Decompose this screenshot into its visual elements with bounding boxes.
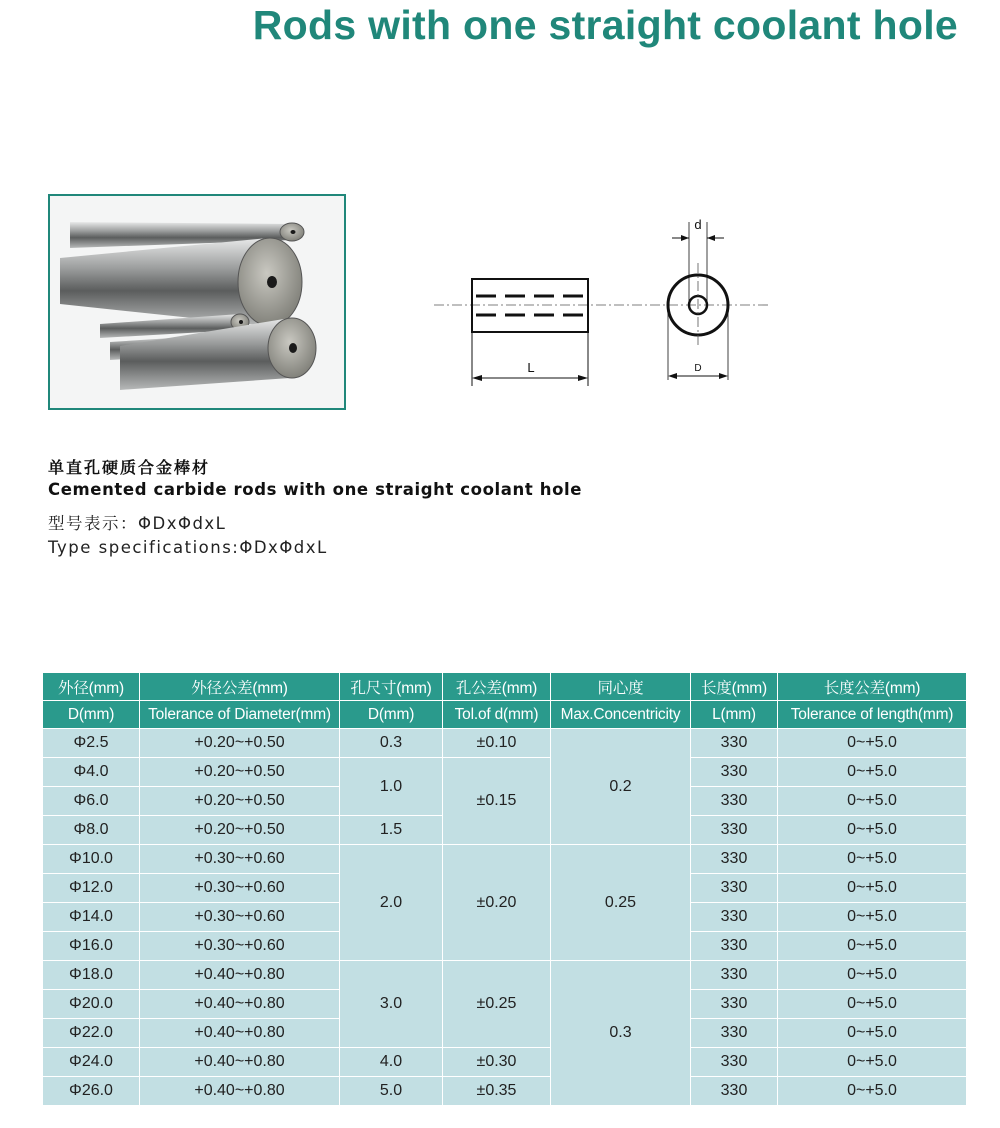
header-length-tolerance-cn: 长度公差(mm) (778, 673, 967, 701)
table-row (43, 729, 967, 758)
length-cell: 330 (691, 990, 778, 1019)
header-length-en: L(mm) (691, 701, 778, 729)
hole-size-cell: 1.5 (340, 816, 443, 845)
outer-diameter-cell: Φ6.0 (43, 787, 140, 816)
header-diameter-tolerance-cn: 外径公差(mm) (140, 673, 340, 701)
outer-diameter-cell: Φ8.0 (43, 816, 140, 845)
diameter-tolerance-cell: +0.30~+0.60 (140, 874, 340, 903)
diameter-tolerance-cell: +0.30~+0.60 (140, 845, 340, 874)
table-row (43, 1048, 967, 1077)
product-name-en: Cemented carbide rods with one straight coolant hole (48, 480, 583, 499)
length-tolerance-cell: 0~+5.0 (778, 816, 967, 845)
concentricity-cell: 0.3 (551, 961, 691, 1106)
length-tolerance-cell: 0~+5.0 (778, 903, 967, 932)
length-cell: 330 (691, 758, 778, 787)
header-diameter-tolerance-en: Tolerance of Diameter(mm) (140, 701, 340, 729)
length-tolerance-cell: 0~+5.0 (778, 1048, 967, 1077)
specification-table (42, 672, 967, 1106)
header-outer-diameter-en: D(mm) (43, 701, 140, 729)
outer-diameter-cell: Φ22.0 (43, 1019, 140, 1048)
diameter-tolerance-cell: +0.40~+0.80 (140, 990, 340, 1019)
header-concentricity-en: Max.Concentricity (551, 701, 691, 729)
table-row (43, 961, 967, 990)
header-hole-tolerance-en: Tol.of d(mm) (443, 701, 551, 729)
outer-diameter-cell: Φ16.0 (43, 932, 140, 961)
length-label: L (527, 360, 535, 375)
diameter-tolerance-cell: +0.40~+0.80 (140, 961, 340, 990)
header-hole-size-cn: 孔尺寸(mm) (340, 673, 443, 701)
diameter-tolerance-cell: +0.40~+0.80 (140, 1077, 340, 1106)
length-tolerance-cell: 0~+5.0 (778, 990, 967, 1019)
header-row-en (43, 701, 967, 729)
hole-tolerance-cell: ±0.25 (443, 961, 551, 1048)
header-outer-diameter-cn: 外径(mm) (43, 673, 140, 701)
hole-size-cell: 5.0 (340, 1077, 443, 1106)
header-hole-tolerance-cn: 孔公差(mm) (443, 673, 551, 701)
length-cell: 330 (691, 932, 778, 961)
table-row (43, 758, 967, 787)
outer-diameter-cell: Φ12.0 (43, 874, 140, 903)
diameter-tolerance-cell: +0.40~+0.80 (140, 1048, 340, 1077)
outer-diameter-cell: Φ26.0 (43, 1077, 140, 1106)
length-tolerance-cell: 0~+5.0 (778, 932, 967, 961)
length-tolerance-cell: 0~+5.0 (778, 729, 967, 758)
diameter-tolerance-cell: +0.20~+0.50 (140, 816, 340, 845)
outer-diameter-cell: Φ20.0 (43, 990, 140, 1019)
header-length-tolerance-en: Tolerance of length(mm) (778, 701, 967, 729)
hole-size-cell: 1.0 (340, 758, 443, 816)
length-cell: 330 (691, 787, 778, 816)
type-specification (48, 512, 328, 560)
hole-tolerance-cell: ±0.30 (443, 1048, 551, 1077)
technical-drawing (430, 208, 770, 402)
table-body (43, 729, 967, 1106)
diameter-tolerance-cell: +0.30~+0.60 (140, 932, 340, 961)
table-row (43, 845, 967, 874)
concentricity-cell: 0.25 (551, 845, 691, 961)
length-cell: 330 (691, 845, 778, 874)
product-name-cn: 单直孔硬质合金棒材 (48, 458, 211, 477)
hole-tolerance-cell: ±0.20 (443, 845, 551, 961)
spec-en: Type specifications:ΦDxΦdxL (48, 538, 328, 557)
outer-diameter-cell: Φ18.0 (43, 961, 140, 990)
header-length-cn: 长度(mm) (691, 673, 778, 701)
hole-size-cell: 2.0 (340, 845, 443, 961)
length-tolerance-cell: 0~+5.0 (778, 874, 967, 903)
outer-diameter-cell: Φ14.0 (43, 903, 140, 932)
hole-tolerance-cell: ±0.15 (443, 758, 551, 845)
product-photo (48, 194, 346, 410)
length-cell: 330 (691, 903, 778, 932)
diameter-tolerance-cell: +0.20~+0.50 (140, 758, 340, 787)
length-cell: 330 (691, 729, 778, 758)
hole-size-cell: 0.3 (340, 729, 443, 758)
page-title: Rods with one straight coolant hole (252, 2, 958, 48)
table-row (43, 1077, 967, 1106)
diameter-tolerance-cell: +0.30~+0.60 (140, 903, 340, 932)
outer-diameter-label: D (694, 363, 702, 374)
hole-tolerance-cell: ±0.10 (443, 729, 551, 758)
hole-diameter-label: d (694, 217, 702, 232)
header-concentricity-cn: 同心度 (551, 673, 691, 701)
spec-cn: 型号表示：ΦDxΦdxL (48, 514, 227, 533)
length-tolerance-cell: 0~+5.0 (778, 787, 967, 816)
hole-tolerance-cell: ±0.35 (443, 1077, 551, 1106)
length-cell: 330 (691, 874, 778, 903)
length-cell: 330 (691, 1048, 778, 1077)
length-cell: 330 (691, 1019, 778, 1048)
length-tolerance-cell: 0~+5.0 (778, 845, 967, 874)
outer-diameter-cell: Φ2.5 (43, 729, 140, 758)
diameter-tolerance-cell: +0.20~+0.50 (140, 787, 340, 816)
diameter-tolerance-cell: +0.20~+0.50 (140, 729, 340, 758)
length-tolerance-cell: 0~+5.0 (778, 758, 967, 787)
length-cell: 330 (691, 961, 778, 990)
diameter-tolerance-cell: +0.40~+0.80 (140, 1019, 340, 1048)
outer-diameter-cell: Φ4.0 (43, 758, 140, 787)
hole-size-cell: 3.0 (340, 961, 443, 1048)
concentricity-cell: 0.2 (551, 729, 691, 845)
length-tolerance-cell: 0~+5.0 (778, 961, 967, 990)
hole-size-cell: 4.0 (340, 1048, 443, 1077)
header-hole-size-en: D(mm) (340, 701, 443, 729)
outer-diameter-cell: Φ24.0 (43, 1048, 140, 1077)
header-row-cn (43, 673, 967, 701)
product-titles (48, 455, 582, 499)
rod-side-view (472, 279, 588, 332)
length-cell: 330 (691, 1077, 778, 1106)
length-cell: 330 (691, 816, 778, 845)
outer-diameter-cell: Φ10.0 (43, 845, 140, 874)
length-tolerance-cell: 0~+5.0 (778, 1077, 967, 1106)
length-tolerance-cell: 0~+5.0 (778, 1019, 967, 1048)
